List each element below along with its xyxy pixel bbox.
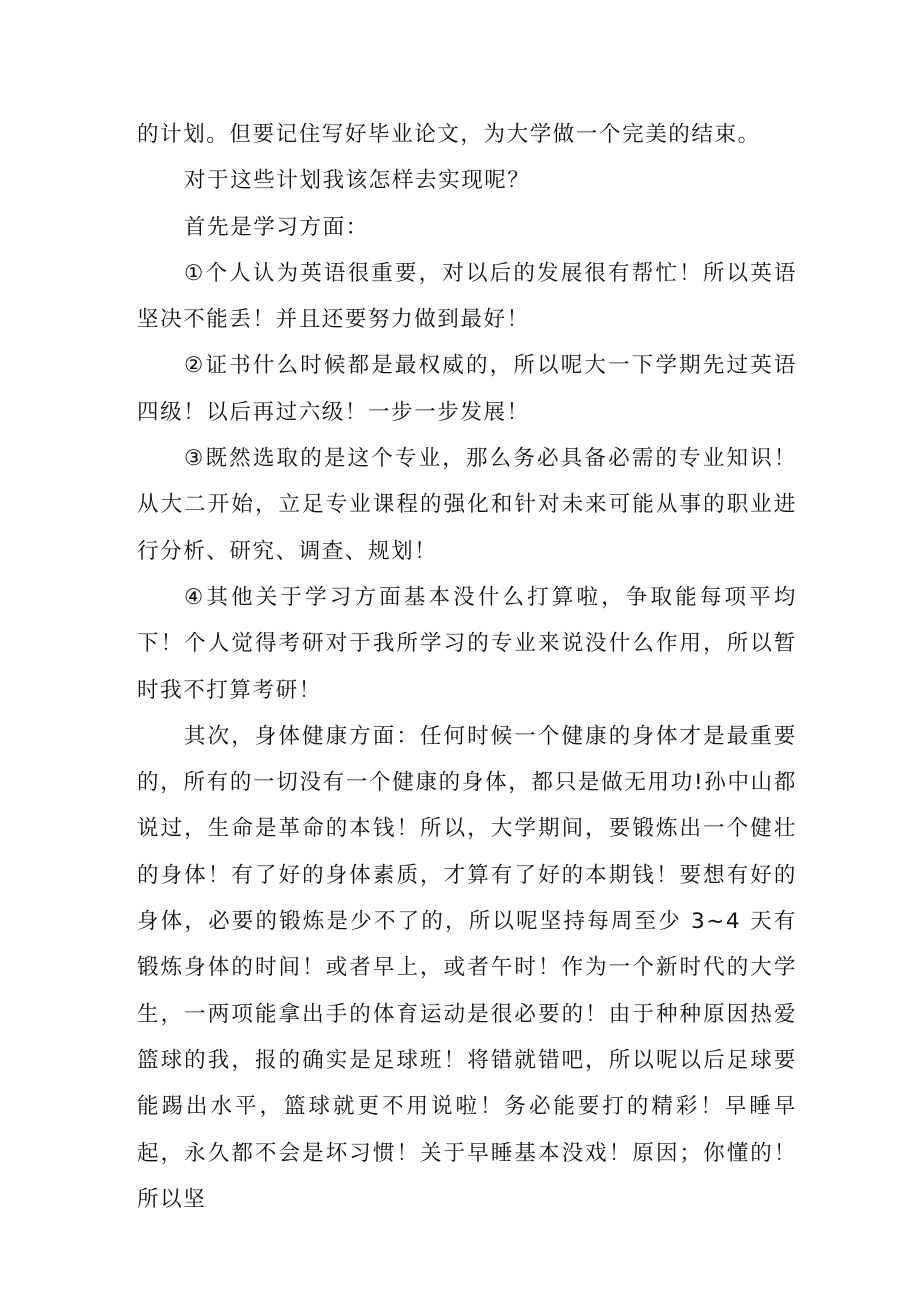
paragraph-how-to-achieve: 对于这些计划我该怎样去实现呢？ — [184, 168, 531, 194]
paragraph-item-english: ①个人认为英语很重要，对以后的发展很有帮忙！所以英语坚决不能丢！并且还要努力做到最好！ — [137, 260, 797, 333]
paragraph-plan-ending: 的计划。但要记住写好毕业论文，为大学做一个完美的结束。 — [137, 122, 761, 147]
paragraph-item-major-knowledge: ③既然选取的是这个专业，那么务必具备必需的专业知识！从大二开始，立足专业课程的强化和针对未来可能从事的职业进行分析、研究、调查、规划！ — [137, 446, 797, 564]
paragraph-health: 其次，身体健康方面：任何时候一个健康的身体才是最重要的，所有的一切没有一个健康的身体，都只是做无用功!孙中山都说过，生命是革命的本钱！所以，大学期间，要锻炼出一个健壮的身体！有了好的身体素质，才算有了好的本期钱！要想有好的身体，必要的锻炼是少不了的，所以呢坚持每周至少 3~4 天有锻炼身体的时间！或者早上，或者午时！作为一个新时代的大学生，一两项能拿出手的体育运动是很必要的！由于种种原因热爱篮球的我，报的确实是足球班！将错就错吧，所以呢以后足球要能踢出水平，篮球就更不用说啦！务必能要打的精彩！早睡早起，永久都不会是坏习惯！关于早睡基本没戏！原因；你懂的！所以坚 — [137, 723, 797, 1212]
paragraph-item-certificates: ②证书什么时候都是最权威的，所以呢大一下学期先过英语四级！以后再过六级！一步一步发展！ — [137, 353, 797, 425]
document-body — [137, 112, 797, 1223]
paragraph-study-heading: 首先是学习方面： — [184, 214, 369, 240]
paragraph-item-other-study: ④其他关于学习方面基本没什么打算啦，争取能每项平均下！个人觉得考研对于我所学习的专业来说没什么作用，所以暂时我不打算考研！ — [137, 584, 797, 703]
